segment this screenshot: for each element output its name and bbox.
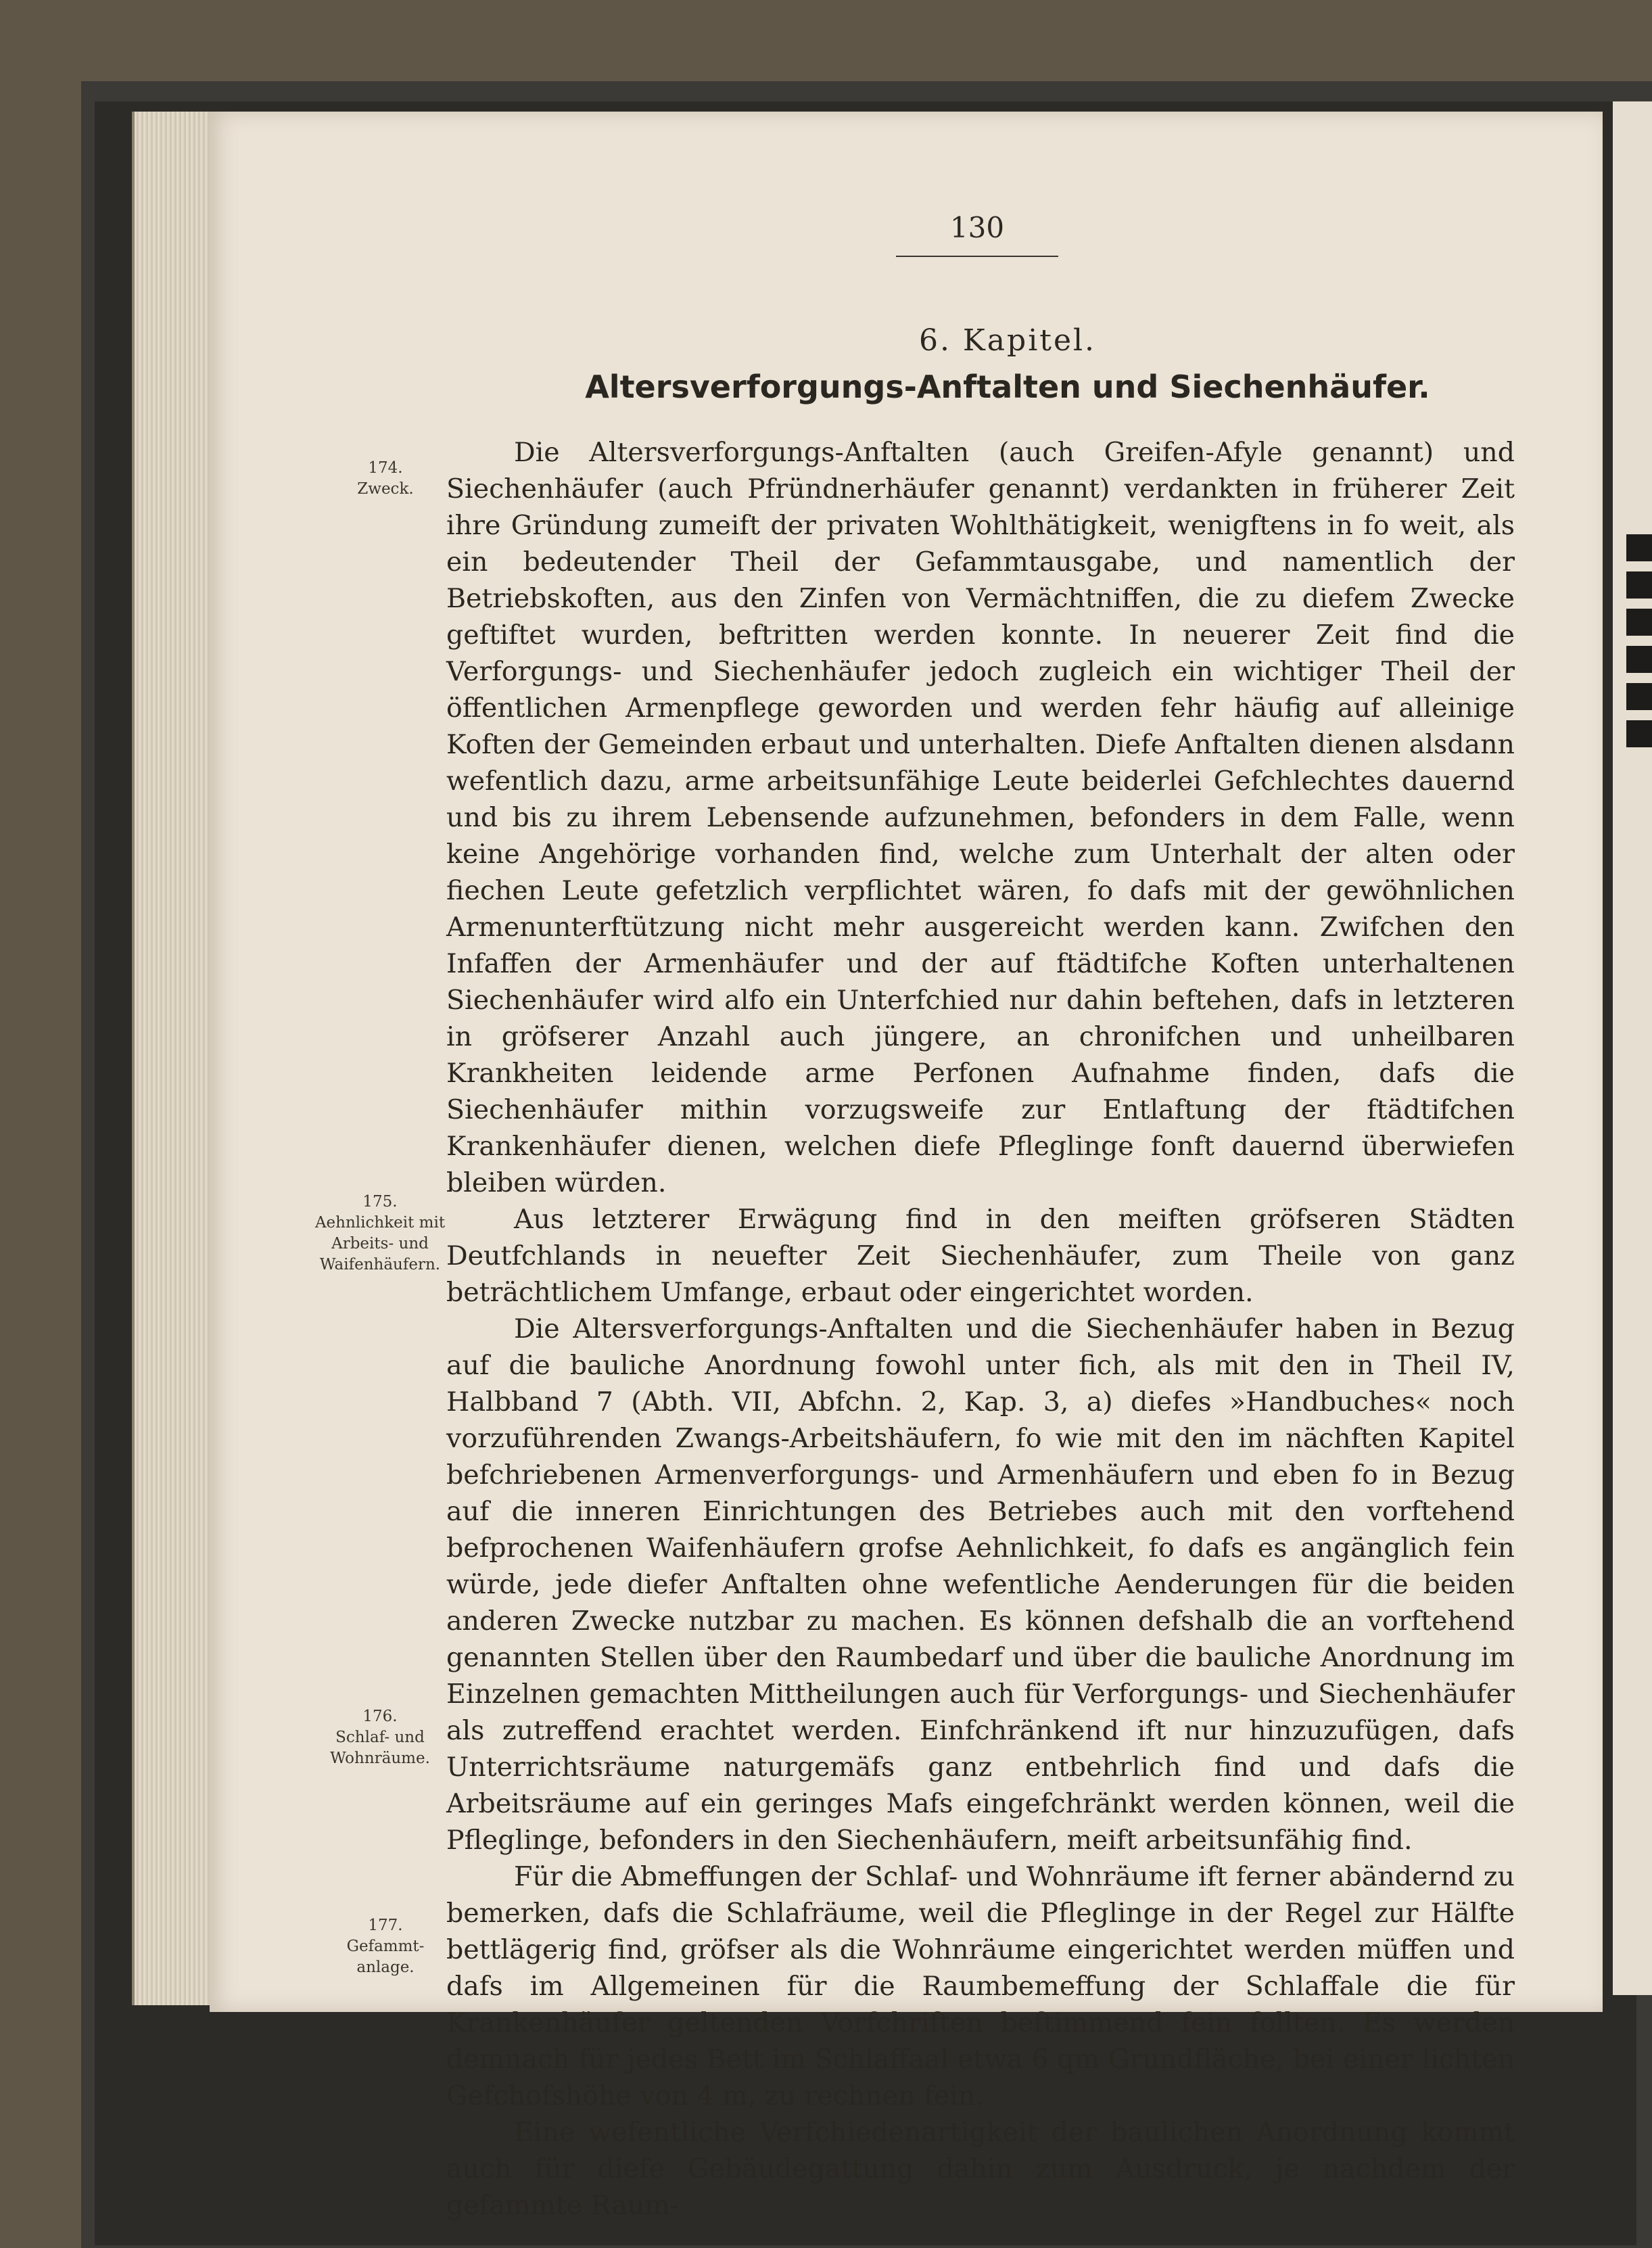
chapter-heading: 6. Kapitel. bbox=[918, 323, 1097, 358]
chapter-title: Altersverforgungs-Anftalten und Siechenhäufer. bbox=[585, 369, 1430, 405]
margin-note-text: Gefammt-anlage. bbox=[346, 1938, 425, 1976]
paragraph: Eine wefentliche Verfchiedenartigkeit der baulichen Anordnung kommt auch für diefe Gebäudegattung dahin zum Ausdruck, je nachdem der gefammte Raum- bbox=[446, 2117, 1515, 2221]
margin-note-text: Zweck. bbox=[357, 480, 414, 498]
margin-note bbox=[318, 458, 453, 500]
page-edges bbox=[132, 112, 216, 2005]
margin-note bbox=[312, 1706, 448, 1769]
margin-note-number: 175. bbox=[362, 1193, 398, 1211]
paragraph: Für die Abmeffungen der Schlaf- und Wohnräume ift ferner abändernd zu bemerken, dafs die Schlafräume, weil die Pfleglinge in der Regel zur Hälfte bettlägerig find, gröfser als die Wohnräume eingerichtet werden müffen und dafs im Allgemeinen für die Raumbemeffung der Schlaffale die für Krankenhäufer geltenden Vorfchriften beftimmend fein follten. Es werden demnach für jedes Bett im Schlaffaal etwa 6 qm Grundfläche, bei einer lichten Gefchofshöhe von 4 m, zu rechnen fein. bbox=[446, 1861, 1515, 2111]
paragraph: Aus letzterer Erwägung find in den meiften gröfseren Städten Deutfchlands in neuefter Zeit Siechenhäufer, zum Theile von ganz beträchtlichem Umfange, erbaut oder eingerichtet worden. bbox=[446, 1204, 1515, 1308]
margin-note-number: 176. bbox=[362, 1708, 398, 1725]
margin-note-number: 177. bbox=[368, 1917, 403, 1934]
color-calibration-bars bbox=[1626, 534, 1652, 757]
page-number-rule bbox=[896, 256, 1058, 257]
paragraph: Die Altersverforgungs-Anftalten (auch Greifen-Afyle genannt) und Siechenhäufer (auch Pfründnerhäufer genannt) verdankten in früherer Zeit ihre Gründung zumeift der privaten Wohlthätigkeit, wenigftens in fo weit, als ein bedeutender Theil der Gefammtausgabe, und namentlich der Betriebskoften, aus den Zinfen von Vermächtniffen, die zu diefem Zwecke geftiftet wurden, beftritten werden konnte. In neuerer Zeit find die Verforgungs- und Siechenhäufer jedoch zugleich ein wichtiger Theil der öffentlichen Armenpflege geworden und werden fehr häufig auf alleinige Koften der Gemeinden erbaut und unterhalten. Diefe Anftalten dienen alsdann wefentlich dazu, arme arbeitsunfähige Leute beiderlei Gefchlechtes dauernd und bis zu ihrem Lebensende aufzunehmen, befonders in dem Falle, wenn keine Angehörige vorhanden find, welche zum Unterhalt der alten oder fiechen Leute gefetzlich verpflichtet wären, fo dafs mit der gewöhnlichen Armenunterftützung nicht mehr ausgereicht werden kann. Zwifchen den Infaffen der Armenhäufer und der auf ftädtifche Koften unterhaltenen Siechenhäufer wird alfo ein Unterfchied nur dahin beftehen, dafs in letzteren in gröfserer Anzahl auch jüngere, an chronifchen und unheilbaren Krankheiten leidende arme Perfonen Aufnahme finden, dafs die Siechenhäufer mithin vorzugsweife zur Entlaftung der ftädtifchen Krankenhäufer dienen, welchen diefe Pfleglinge fonft dauernd überwiefen bleiben würden. bbox=[446, 437, 1515, 1198]
next-page-edge bbox=[1613, 101, 1652, 1995]
body-text bbox=[446, 434, 1515, 2224]
margin-note bbox=[312, 1192, 448, 1275]
margin-note-text: Aehnlichkeit mit Arbeits- und Waifenhäufern. bbox=[314, 1214, 446, 1273]
margin-note bbox=[318, 1915, 453, 1978]
page-number: 130 bbox=[949, 211, 1005, 244]
margin-note-number: 174. bbox=[368, 459, 403, 477]
margin-note-text: Schlaf- und Wohnräume. bbox=[330, 1729, 430, 1767]
paragraph: Die Altersverforgungs-Anftalten und die Siechenhäufer haben in Bezug auf die bauliche Anordnung fowohl unter fich, als mit den in Theil IV, Halbband 7 (Abth. VII, Abfchn. 2, Kap. 3, a) diefes »Handbuches« noch vorzuführenden Zwangs-Arbeitshäufern, fo wie mit den im nächften Kapitel befchriebenen Armenverforgungs- und Armenhäufern und eben fo in Bezug auf die inneren Einrichtungen des Betriebes auch mit den vorftehend befprochenen Waifenhäufern grofse Aehnlichkeit, fo dafs es angänglich fein würde, jede diefer Anftalten ohne wefentliche Aenderungen für die beiden anderen Zwecke nutzbar zu machen. Es können defshalb die an vorftehend genannten Stellen über den Raumbedarf und über die bauliche Anordnung im Einzelnen gemachten Mittheilungen auch für Verforgungs- und Siechenhäufer als zutreffend erachtet werden. Einfchränkend ift nur hinzuzufügen, dafs Unterrichtsräume naturgemäfs ganz entbehrlich find und dafs die Arbeitsräume auf ein geringes Mafs eingefchränkt werden können, weil die Pfleglinge, befonders in den Siechenhäufern, meift arbeitsunfähig find. bbox=[446, 1313, 1515, 1856]
